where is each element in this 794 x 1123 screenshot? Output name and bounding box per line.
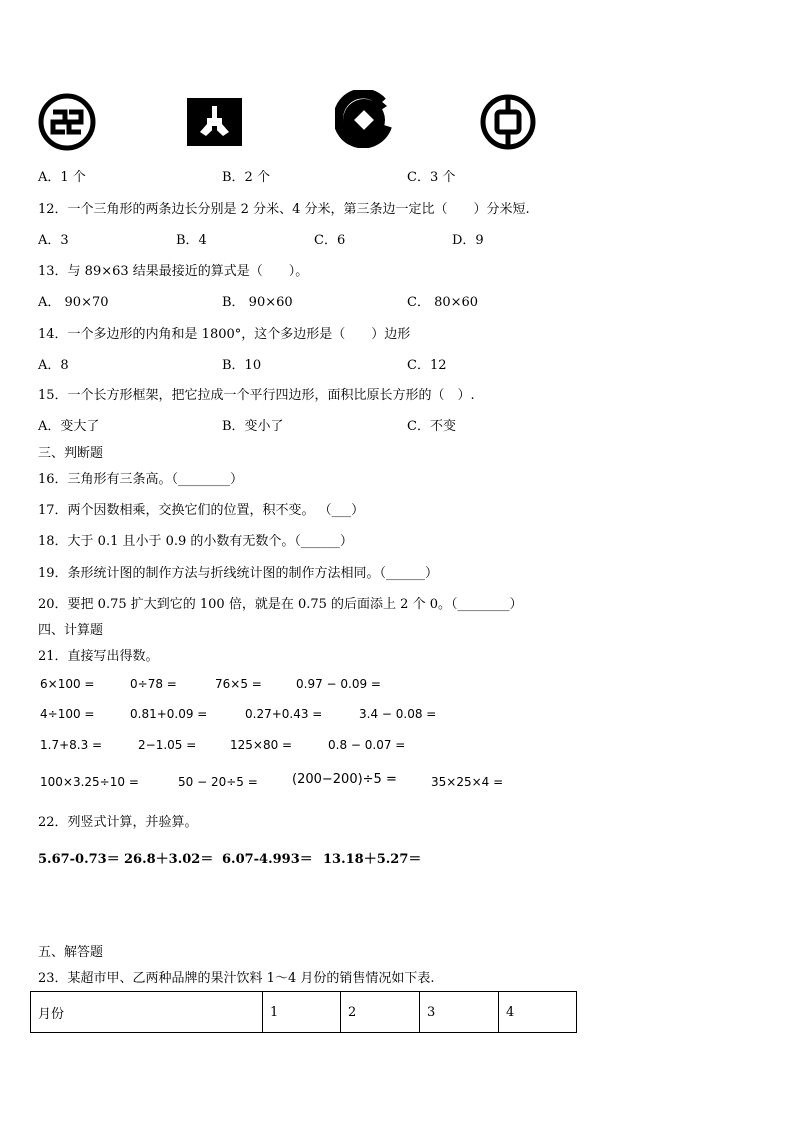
calc-item: 76×5 = bbox=[215, 677, 262, 691]
q11-option-a[interactable]: A．1 个 bbox=[38, 170, 86, 185]
calc-item: 3.4 − 0.08 = bbox=[359, 707, 437, 721]
table-header-cell: 3 bbox=[420, 992, 499, 1033]
calc-item: 0÷78 = bbox=[130, 677, 177, 691]
calc-item: 0.8 − 0.07 = bbox=[328, 738, 406, 752]
bank-logo-icon-1 bbox=[37, 92, 97, 152]
q12-text: 12．一个三角形的两条边长分别是 2 分米、4 分米，第三条边一定比（ ）分米短. bbox=[38, 202, 530, 217]
bank-logo-icon-3 bbox=[335, 90, 393, 148]
section-5-heading: 五、解答题 bbox=[38, 945, 104, 960]
q13-option-b[interactable]: B． 90×60 bbox=[222, 295, 293, 310]
q11-option-c[interactable]: C．3 个 bbox=[407, 170, 456, 185]
calc-item: 125×80 = bbox=[230, 738, 293, 752]
q12-option-d[interactable]: D．9 bbox=[452, 233, 484, 248]
bank-logo-icon-2 bbox=[187, 98, 242, 146]
q17-text[interactable]: 17．两个因数相乘，交换它们的位置，积不变。 （___） bbox=[38, 503, 365, 518]
q13-option-a[interactable]: A． 90×70 bbox=[38, 295, 109, 310]
vertical-calc-item: 5.67-0.73＝ bbox=[38, 852, 120, 867]
q15-option-c[interactable]: C．不变 bbox=[407, 419, 456, 434]
calc-item: 100×3.25÷10 = bbox=[40, 775, 139, 789]
q21-text: 21．直接写出得数。 bbox=[38, 649, 159, 664]
sales-table bbox=[30, 991, 577, 1033]
calc-item: 0.97 − 0.09 = bbox=[296, 677, 381, 691]
calc-item: 0.27+0.43 = bbox=[245, 707, 323, 721]
calc-item: 50 − 20÷5 = bbox=[178, 775, 258, 789]
q12-option-b[interactable]: B．4 bbox=[176, 233, 207, 248]
q14-option-b[interactable]: B．10 bbox=[222, 358, 262, 373]
vertical-calc-item: 26.8＋3.02＝ bbox=[124, 852, 214, 867]
calc-item: 6×100 = bbox=[40, 677, 95, 691]
table-header-cell: 1 bbox=[263, 992, 341, 1033]
vertical-calc-item: 13.18＋5.27＝ bbox=[323, 852, 422, 867]
q11-option-b[interactable]: B．2 个 bbox=[222, 170, 270, 185]
q13-option-c[interactable]: C． 80×60 bbox=[407, 295, 479, 310]
q12-option-c[interactable]: C．6 bbox=[314, 233, 346, 248]
calc-item: (200−200)÷5 = bbox=[292, 772, 397, 787]
q15-option-a[interactable]: A．变大了 bbox=[38, 419, 100, 434]
q22-text: 22．列竖式计算，并验算。 bbox=[38, 815, 198, 830]
q19-text[interactable]: 19．条形统计图的制作方法与折线统计图的制作方法相同。（______） bbox=[38, 566, 439, 581]
q13-text: 13．与 89×63 结果最接近的算式是（ ）。 bbox=[38, 264, 309, 279]
q15-option-b[interactable]: B．变小了 bbox=[222, 419, 284, 434]
q14-option-a[interactable]: A．8 bbox=[38, 358, 69, 373]
q12-option-a[interactable]: A．3 bbox=[38, 233, 69, 248]
q14-option-c[interactable]: C．12 bbox=[407, 358, 447, 373]
q18-text[interactable]: 18．大于 0.1 且小于 0.9 的小数有无数个。（______） bbox=[38, 534, 353, 549]
calc-item: 1.7+8.3 = bbox=[40, 738, 103, 752]
table-row bbox=[31, 992, 577, 1033]
q20-text[interactable]: 20．要把 0.75 扩大到它的 100 倍，就是在 0.75 的后面添上 2 个 0。（________） bbox=[38, 597, 523, 612]
table-header-cell: 2 bbox=[341, 992, 420, 1033]
table-header-cell: 月份 bbox=[31, 992, 263, 1033]
calc-item: 35×25×4 = bbox=[431, 775, 504, 789]
bank-logo-icon-4 bbox=[478, 92, 538, 152]
vertical-calc-item: 6.07-4.993＝ bbox=[222, 852, 313, 867]
calc-item: 0.81+0.09 = bbox=[130, 707, 208, 721]
section-3-heading: 三、判断题 bbox=[38, 446, 104, 461]
q14-text: 14．一个多边形的内角和是 1800°，这个多边形是（ ）边形 bbox=[38, 327, 411, 342]
q23-text: 23．某超市甲、乙两种品牌的果汁饮料 1～4 月份的销售情况如下表. bbox=[38, 971, 435, 986]
section-4-heading: 四、计算题 bbox=[38, 623, 104, 638]
q16-text[interactable]: 16．三角形有三条高。（________） bbox=[38, 472, 244, 487]
calc-item: 4÷100 = bbox=[40, 707, 95, 721]
table-header-cell: 4 bbox=[499, 992, 577, 1033]
q15-text: 15．一个长方形框架，把它拉成一个平行四边形，面积比原长方形的（ ）. bbox=[38, 388, 475, 403]
calc-item: 2−1.05 = bbox=[138, 738, 197, 752]
